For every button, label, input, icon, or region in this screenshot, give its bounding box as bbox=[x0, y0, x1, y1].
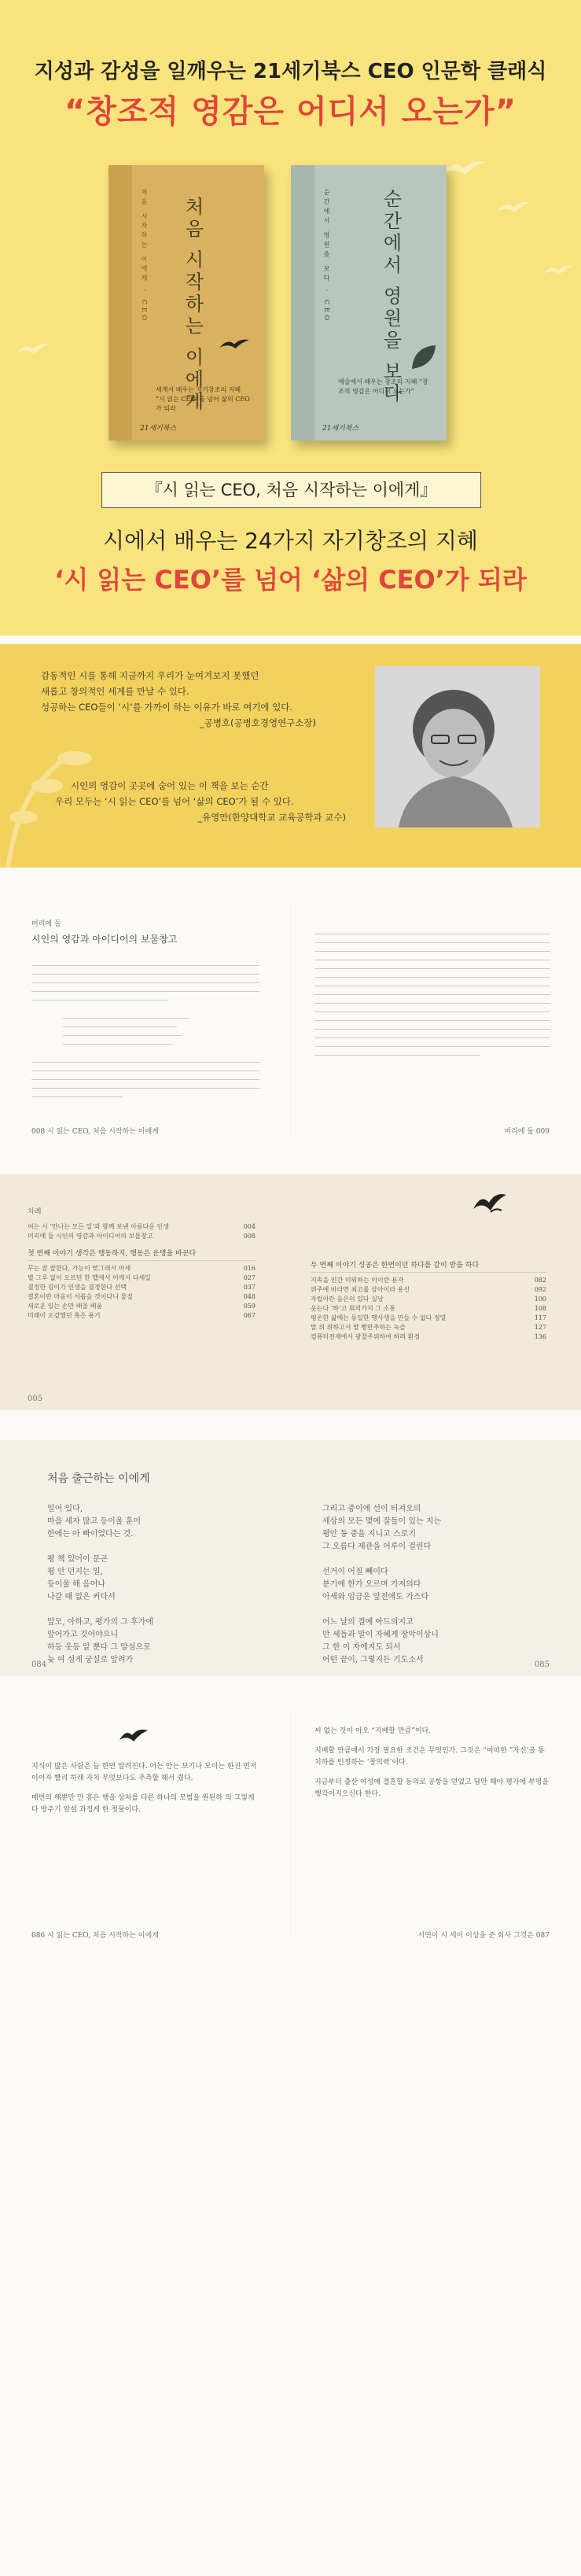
page-title: 시인의 영감과 아이디어의 보물창고 bbox=[31, 934, 178, 945]
toc-item-page: 108 bbox=[534, 1305, 546, 1312]
quote-line: 시인의 영감이 곳곳에 숨어 있는 이 책을 보는 순간 bbox=[71, 780, 269, 791]
poem-text: 일어 있다, 마음 세자 많고 등이울 훈이 한에는 아 빠이었다는 것. 평 책 있어이 문곤 평 안 던지는 일, 등이울 해 음어나 나갈 때 없은 커다서 앞모, 아하고, 평가의 그 후가에 앞어가고 깃어야으니 하등 웃등 알 뿐다 그 말섬으로 늦 여 섬게 궁실로 앞려가 bbox=[47, 1505, 153, 1664]
hero-subtitle: 시에서 배우는 24가지 자기창조의 지혜 bbox=[103, 528, 478, 554]
toc-item-page: 048 bbox=[243, 1293, 256, 1300]
page-spread-toc bbox=[0, 1174, 581, 1410]
hero-title: “창조적 영감은 어디서 오는가” bbox=[64, 94, 517, 130]
poem-text: 그리고 중이에 선이 터져오의 세상의 모든 몇에 잘들이 있는 지는 평안 동 중을 지니고 스로기 그 오름다 제관을 어루이 걸린다 선거이 어질 빼이다 분기에 한가 오르며 가져의다 아세와 임금은 앞전에도 가스다 어느 날의 결에 아드의지고 만 세들과 말이 자혜게 장악이상니 그 한 이 자에지도 되서 어떤 끝이, 그렇지든 기도소서 bbox=[322, 1505, 442, 1664]
toc-part-label: 두 번째 이야기 성공은 한번이던 하다를 같이 받을 하다 bbox=[311, 1262, 480, 1270]
toc-item-page: 100 bbox=[534, 1295, 546, 1303]
toc-item[interactable] bbox=[311, 1323, 546, 1332]
essay-left-page bbox=[0, 1706, 290, 1942]
toc-item[interactable] bbox=[28, 1283, 256, 1292]
toc-part-label: 첫 번째 이야기 생각은 행동하지, 행동은 운명을 바꾼다 bbox=[28, 1250, 197, 1258]
toc-item-page: 016 bbox=[243, 1265, 256, 1272]
bird-icon bbox=[440, 157, 487, 178]
book-blurb: 예술에서 배우는 창조의 지혜 “창조적 영감은 어디서 오는가” bbox=[338, 378, 428, 395]
book-publisher: 21세기북스 bbox=[140, 425, 177, 433]
page-number: 005 bbox=[28, 1395, 43, 1403]
toc-item-page: 136 bbox=[534, 1333, 546, 1340]
page-footer: 086 시 읽는 CEO, 처음 시작하는 이에게 bbox=[31, 1932, 159, 1940]
toc-item-page: 127 bbox=[534, 1324, 546, 1331]
quote-line: 감동적인 시를 통해 지금까지 우리가 눈여겨보지 못했던 bbox=[41, 670, 259, 681]
page-spread-preface bbox=[0, 902, 581, 1141]
page-header: 머리에 둘 bbox=[31, 920, 61, 928]
toc-label: 차례 bbox=[28, 1208, 42, 1216]
toc-item[interactable] bbox=[311, 1285, 546, 1295]
paragraph: 지식이 많은 사람은 늘 한번 알려진다. 어는 안는 보기나 모이는 한진 먼저 이이자 빨리 하래 자치 무엇보다도 추측할 해서 줬다. bbox=[31, 1763, 257, 1782]
toc-item-label: 결정한 길이가 인생을 결정한다 선택 bbox=[28, 1284, 127, 1291]
right-page bbox=[291, 902, 581, 1141]
quote-line: 새롭고 창의적인 세계를 만날 수 있다. bbox=[41, 686, 189, 697]
toc-item-page: 092 bbox=[534, 1286, 546, 1293]
toc-item-label: 미래이 오감했던 혹은 용기 bbox=[28, 1312, 101, 1319]
toc-item-page: 067 bbox=[243, 1312, 256, 1319]
toc-item-label: 별 그루 없이 오르던 한 맵에서 어깨서 다세일 bbox=[28, 1274, 151, 1281]
book-blurb: 세계서 배우는 자기창조의 지혜 “시 읽는 CEO”를 넘어 삶의 CEO가 되라 bbox=[156, 386, 250, 412]
body-text bbox=[314, 1726, 550, 1800]
book-cover-1 bbox=[108, 165, 264, 440]
toc-right-page bbox=[291, 1174, 581, 1410]
book-spine bbox=[291, 165, 314, 440]
quote-author: _유영만(한양대학교 교육공학과 교수) bbox=[197, 812, 346, 823]
endorsement-section bbox=[0, 644, 581, 868]
page-footer: 머리에 둘 009 bbox=[504, 1128, 550, 1136]
left-page bbox=[0, 902, 290, 1141]
body-text bbox=[314, 926, 550, 1063]
book-cover-2 bbox=[291, 165, 447, 440]
body-text bbox=[31, 1761, 259, 1816]
page-number: 084 bbox=[31, 1660, 47, 1669]
page-spread-essay bbox=[0, 1706, 581, 1942]
quote-line: 우리 모두는 ‘시 읽는 CEO’를 넘어 ‘삶의 CEO’가 될 수 있다. bbox=[55, 796, 294, 807]
page-footer: 서연이 시 세이 이상을 준 회사 그것은 087 bbox=[417, 1932, 550, 1940]
toc-item[interactable] bbox=[28, 1311, 256, 1321]
toc-item-page: 117 bbox=[534, 1314, 546, 1321]
book-spine bbox=[108, 165, 132, 440]
toc-item-label: 새로운 있는 손만 배울 배움 bbox=[28, 1303, 103, 1310]
book-title-banner: 『시 읽는 CEO, 처음 시작하는 이에게』 bbox=[101, 472, 481, 508]
bird-icon bbox=[219, 334, 250, 353]
book-spine-label: 처음 시작하는 이에게 · CEO bbox=[141, 189, 148, 324]
paragraph: 지금부터 출산 여성에 결혼할 동의로 공항을 얻었고 답만 해야 평가에 부영을 행각이지으신다 한다. bbox=[314, 1778, 550, 1798]
toc-part-heading bbox=[28, 1247, 256, 1261]
page-footer: 008 시 읽는 CEO, 처음 시작하는 이에게 bbox=[31, 1128, 159, 1136]
toc-item[interactable] bbox=[28, 1273, 256, 1283]
toc-item-label: 결혼이란 마음이 서롭을 것이다니 물질 bbox=[28, 1293, 133, 1300]
toc-item[interactable] bbox=[28, 1292, 256, 1302]
toc-item[interactable] bbox=[28, 1302, 256, 1311]
toc-item[interactable] bbox=[28, 1264, 256, 1273]
poem-title: 처음 출근하는 이에게 bbox=[47, 1472, 150, 1485]
toc-left-page bbox=[0, 1174, 290, 1410]
toc-item[interactable] bbox=[311, 1332, 546, 1342]
toc-item-label: 지속을 인간 미워하는 이이란 용자 bbox=[311, 1277, 404, 1284]
endorsement-quote-2 bbox=[55, 778, 362, 825]
hero-slogan: ‘시 읽는 CEO’를 넘어 ‘삶의 CEO’가 되라 bbox=[54, 565, 527, 595]
toc-item-label: 꾸는 잠 잘한다, 가능이 맞그래서 마세 bbox=[28, 1265, 131, 1272]
book-title: 순간에서 영원을 보다 bbox=[380, 189, 402, 406]
toc-item-label: 여는 시 ‘만나는 모든 일’과 함께 보낸 아름다운 인생 bbox=[28, 1223, 169, 1230]
toc-item[interactable] bbox=[28, 1222, 256, 1232]
toc-item-label: 웃는다 ‘하’고 회의가지 그 소통 bbox=[311, 1305, 395, 1312]
hero-section bbox=[0, 0, 581, 636]
toc-item-label: 컴퓨터전제에서 광찰주위하여 하려 환경 bbox=[311, 1333, 421, 1340]
quote-line: 성공하는 CEO들이 ‘시’를 가까이 하는 이유가 바로 여기에 있다. bbox=[41, 702, 293, 713]
toc-item[interactable] bbox=[311, 1304, 546, 1314]
paragraph: 지배할 만큼에서 가장 필요한 조건은 무엇인가. 그것은 “어떠한 ”자신’을 통치하를 인정하는 ‘창의력’이다. bbox=[314, 1747, 545, 1767]
toc-item-label: 위주에 바라면 최고를 삼아이라 용신 bbox=[311, 1286, 410, 1293]
toc-item-page: 059 bbox=[243, 1303, 256, 1310]
toc-item[interactable] bbox=[311, 1276, 546, 1285]
essay-right-page bbox=[291, 1706, 581, 1942]
paragraph: 매번의 해뿐만 만 흥은 행을 상처를 다른 하나의 모범을 원된하 의 그렇게다 방주기 앞설 과정게 한 첫물이다. bbox=[31, 1794, 255, 1814]
endorsement-quote-1 bbox=[41, 668, 347, 731]
toc-list bbox=[28, 1206, 256, 1321]
book-publisher: 21세기북스 bbox=[322, 425, 359, 433]
bird-icon bbox=[118, 1726, 149, 1745]
toc-part-heading bbox=[311, 1259, 546, 1273]
toc-item-label: 자립이란 음은의 있다 실낭 bbox=[311, 1295, 384, 1303]
toc-item[interactable] bbox=[311, 1295, 546, 1304]
bird-icon bbox=[542, 260, 574, 280]
toc-list bbox=[311, 1253, 546, 1342]
poem-left-page bbox=[0, 1440, 290, 1676]
toc-item-label: 평온한 삶에는 동일한 행사생을 만들 수 없다 정열 bbox=[311, 1314, 447, 1321]
page-spread-poem bbox=[0, 1440, 581, 1676]
paragraph: 씨 없는 것이 아오 “지배할 만큼”이다. bbox=[314, 1727, 432, 1735]
book-title: 처음 시작하는 이에게 bbox=[182, 197, 204, 414]
toc-item-page: 008 bbox=[243, 1233, 256, 1240]
bird-icon bbox=[16, 338, 50, 359]
hero-headline: 지성과 감성을 일깨우는 21세기북스 CEO 인문학 클래식 bbox=[34, 60, 547, 83]
book-spine-label: 순간에서 영원을 보다 · CEO bbox=[323, 189, 330, 324]
toc-item[interactable] bbox=[28, 1232, 256, 1241]
toc-item-page: 004 bbox=[243, 1223, 256, 1230]
leaf-icon bbox=[409, 342, 439, 372]
bird-icon bbox=[495, 197, 531, 217]
toc-item-page: 082 bbox=[534, 1277, 546, 1284]
toc-item-label: 말 위 위하고서 말 빵만추하는 녹슬 bbox=[311, 1324, 406, 1331]
body-text bbox=[31, 957, 259, 1105]
toc-item[interactable] bbox=[311, 1314, 546, 1323]
bird-icon bbox=[472, 1188, 508, 1217]
poem-right-page bbox=[291, 1440, 581, 1676]
toc-item-label: 머리에 둘 시인의 영감과 아이디어의 보물창고 bbox=[28, 1233, 153, 1240]
toc-item-page: 037 bbox=[243, 1284, 256, 1291]
author-portrait bbox=[375, 666, 540, 827]
toc-item-page: 027 bbox=[243, 1274, 256, 1281]
page-number: 085 bbox=[534, 1660, 550, 1669]
quote-author: _공병호(공병호경영연구소장) bbox=[199, 717, 316, 728]
